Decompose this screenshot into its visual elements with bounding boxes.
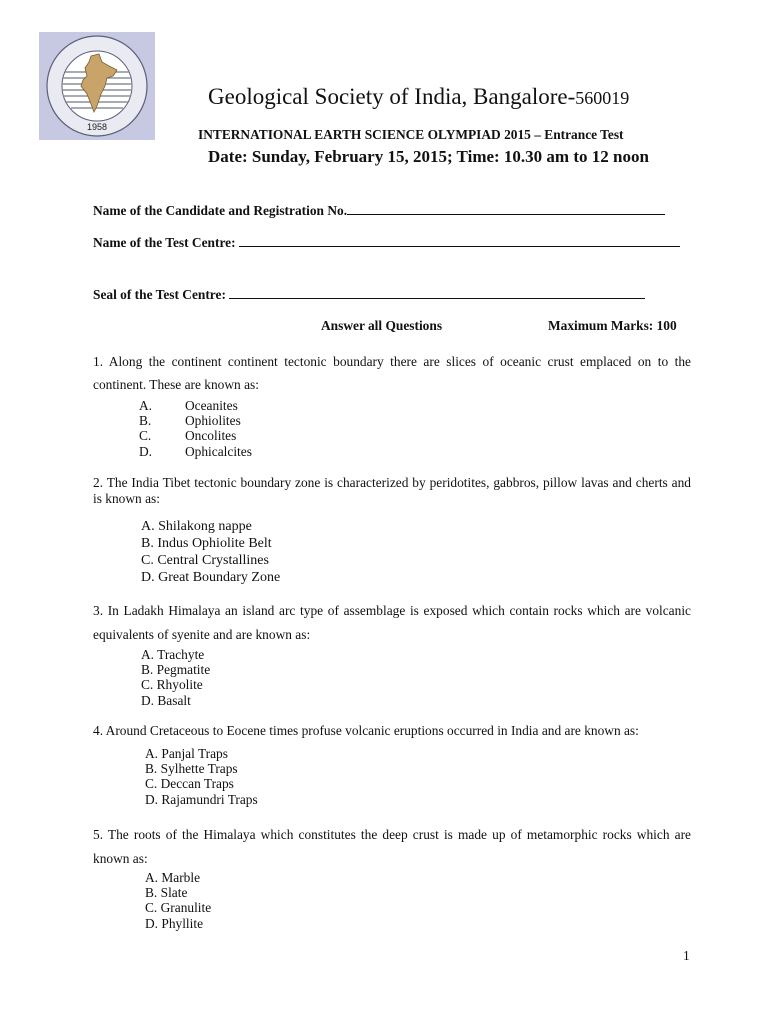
option-item: C. Deccan Traps [145, 776, 234, 792]
option-text: Ophiolites [185, 413, 241, 429]
option-item: B. Slate [145, 885, 188, 901]
option-row [139, 444, 252, 459]
option-item: C. Rhyolite [141, 677, 203, 693]
exam-subtitle [198, 127, 624, 143]
option-text: Oncolites [185, 428, 237, 444]
candidate-label: Name of the Candidate and Registration No. [93, 203, 348, 218]
option-row [139, 398, 252, 413]
option-item: C. Central Crystallines [141, 553, 269, 568]
pincode: 560019 [575, 88, 630, 108]
option-item: D. Phyllite [145, 915, 204, 931]
option-text: Oceanites [185, 398, 238, 413]
option-row [139, 413, 252, 428]
option-item: A. Panjal Traps [145, 746, 228, 761]
question-1: 1. Along the continent continent tectonic boundary there are slices of oceanic crust emplaced on to the continent. These are known as: [93, 354, 691, 392]
option-item: A. Marble [145, 870, 201, 885]
question-3-options [141, 647, 210, 708]
candidate-blank[interactable] [347, 202, 665, 215]
maximum-marks: Maximum Marks: 100 [548, 318, 677, 333]
exam-date-time: Date: Sunday, February 15, 2015; Time: 10.30 am to 12 noon [208, 147, 649, 166]
centre-label: Name of the Test Centre: [93, 235, 239, 250]
option-item: B. Sylhette Traps [145, 761, 238, 777]
subtitle-text: INTERNATIONAL EARTH SCIENCE OLYMPIAD 2015 – [198, 127, 545, 142]
seal-blank[interactable] [229, 286, 645, 299]
centre-blank[interactable] [239, 234, 680, 247]
centre-field [93, 234, 680, 251]
question-5-options [145, 870, 211, 931]
question-4: 4. Around Cretaceous to Eocene times profuse volcanic eruptions occurred in India and are known as: [93, 723, 639, 738]
option-item: A. Trachyte [141, 647, 205, 662]
question-3: 3. In Ladakh Himalaya an island arc type of assemblage is exposed which contain rocks which are volcanic equivalents of syenite and are known as: [93, 603, 691, 642]
question-1-options [139, 398, 252, 459]
option-item: B. Indus Ophiolite Belt [141, 536, 272, 551]
seal-field [93, 286, 645, 303]
option-item: B. Pegmatite [141, 662, 211, 678]
option-item: D. Basalt [141, 692, 191, 708]
question-4-options [145, 746, 258, 807]
option-row [139, 428, 252, 443]
question-2-options [141, 518, 280, 586]
question-2: 2. The India Tibet tectonic boundary zone is characterized by peridotites, gabbros, pillow lavas and cherts and is known as: [93, 475, 691, 506]
seal-label: Seal of the Test Centre: [93, 287, 230, 302]
answer-all-instruction: Answer all Questions [321, 318, 443, 333]
document-title [208, 84, 629, 110]
option-letter: D. [139, 443, 153, 459]
society-logo [39, 32, 155, 140]
option-letter: C. [139, 428, 152, 444]
option-item: C. Granulite [145, 900, 212, 916]
page-number: 1 [683, 948, 690, 963]
option-item: D. Great Boundary Zone [141, 570, 281, 585]
question-5: 5. The roots of the Himalaya which constitutes the deep crust is made up of metamorphic rocks which are known as: [93, 827, 691, 866]
option-text: Ophicalcites [185, 443, 252, 459]
candidate-field [93, 202, 665, 219]
option-letter: A. [139, 398, 153, 413]
subtitle-suffix: Entrance Test [544, 127, 624, 142]
option-letter: B. [139, 413, 152, 429]
title-text: Geological Society of India, Bangalore- [208, 84, 576, 109]
option-item: A. Shilakong nappe [141, 519, 252, 534]
logo-year: 1958 [86, 122, 108, 132]
option-item: D. Rajamundri Traps [145, 791, 258, 807]
society-seal-icon [39, 32, 155, 140]
